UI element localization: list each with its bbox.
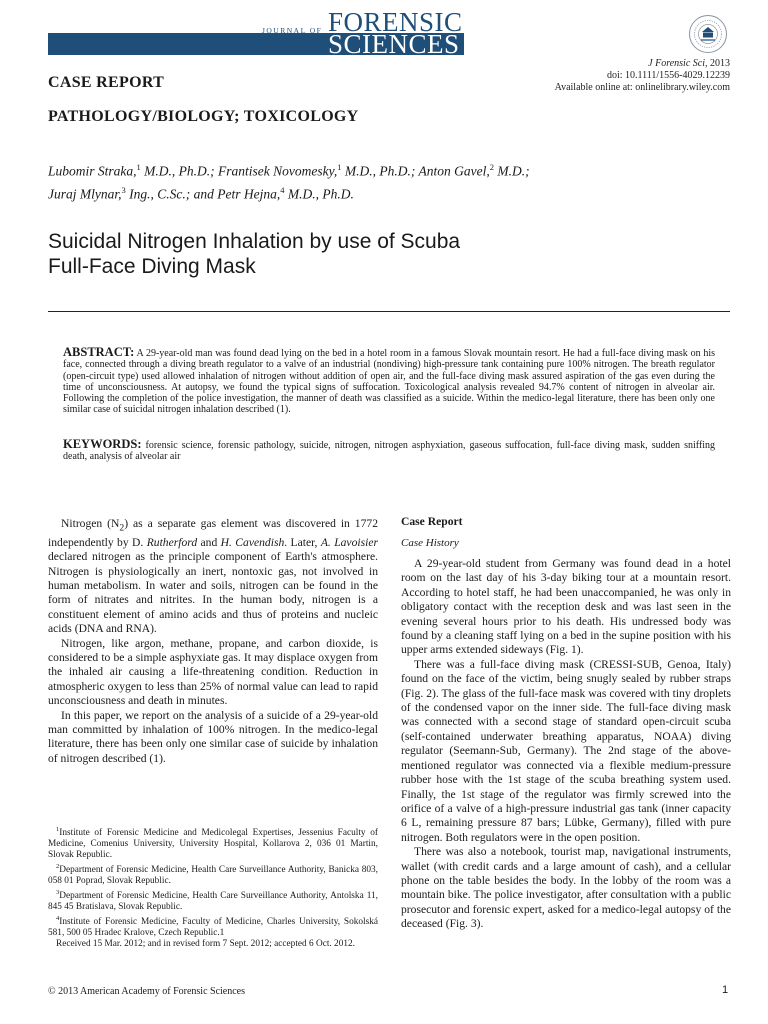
body-paragraph: In this paper, we report on the analysis of a suicide of a 29-year-old man committed by inhalation of 100% nitrogen. In the medico-legal literature, there has been only one similar case of suicide by inhalation of nitrogen described (1).: [48, 708, 378, 765]
journal-of-text: JOURNAL OF: [262, 26, 323, 35]
citation-doi: doi: 10.1111/1556-4029.12239: [606, 70, 730, 81]
affiliation: [48, 861, 378, 887]
body-text: Nitrogen (N: [61, 517, 120, 530]
received-dates: Received 15 Mar. 2012; and in revised form 7 Sept. 2012; accepted 6 Oct. 2012.: [56, 939, 355, 950]
author-list: [48, 158, 688, 203]
person-name: Rutherford: [146, 535, 198, 549]
body-paragraph: Nitrogen, like argon, methane, propane, and carbon dioxide, is considered to be a simple asphyxiate gas. It may displace oxygen from the inhaled air causing a life-threatening condition. Reduction in atmospheric oxygen to less than 25% of normal value can lead to rapid unconsciousness and death in minutes.: [48, 636, 378, 708]
abstract: [63, 347, 715, 416]
affiliation-text: Institute of Forensic Medicine and Medicolegal Expertises, Jessenius Faculty of Medicine, Comenius University, University Hospital, Kollarova 2, 036 01 Martin, Slovak Republic.: [48, 828, 378, 861]
affiliation: [48, 887, 378, 913]
journal-sciences-wordmark: SCIENCES: [328, 29, 460, 59]
affiliation-number: 4: [56, 915, 60, 923]
person-name: H. Cavendish: [220, 535, 285, 549]
citation-journal: J Forensic Sci: [648, 58, 705, 69]
citation-year: , 2013: [705, 58, 730, 69]
body-paragraph: [48, 517, 378, 637]
body-paragraph: There was also a notebook, tourist map, navigational instruments, wallet (with credit cards and a large amount of cash), and a cellular phone on the table besides the body. In the lobby of the room was a mountain bike. The police investigator, after consultation with a public prosecutor and forensic expert, asked for a medico-legal autopsy of the deceased (Fig. 3).: [401, 845, 731, 931]
case-report-heading: Case Report: [401, 515, 463, 528]
body-text: ) as a separate gas element was discovered in 1772 independently by D.: [48, 517, 378, 549]
body-text: declared nitrogen as the principle component of Earth's atmosphere. Nitrogen is physiologically an inert, nontoxic gas, not involved in human metabolism. In water and soils, nitrogen can be found in the form of nitrates and nitrites. In the human body, nitrogen is a constituent element of amino acids and thus of proteins and nucleic acids (DNA and RNA).: [48, 550, 378, 636]
body-left-column: [48, 517, 378, 766]
person-name: A. Lavoisier: [320, 535, 378, 549]
author-affiliation-ref: 3: [121, 184, 126, 195]
article-type-label: CASE REPORT: [48, 74, 165, 91]
author-name: Frantisek Novomesky,: [218, 163, 338, 179]
keywords: [63, 439, 715, 463]
page-number: 1: [722, 984, 729, 996]
article-title: [48, 229, 648, 279]
affiliation-number: 1: [56, 826, 60, 833]
article-category-label: PATHOLOGY/BIOLOGY; TOXICOLOGY: [48, 108, 359, 125]
title-divider: [48, 311, 730, 312]
copyright-notice: © 2013 American Academy of Forensic Sciences: [48, 986, 245, 997]
author-affiliation-ref: 1: [337, 162, 342, 172]
abstract-text: A 29-year-old man was found dead lying on the bed in a hotel room in a famous Slovak mountain resort. He had a full-face diving mask on his face, connected through a diving breath regulator to a valve of an industrial (nondiving) high-pressure tank containing pure 100% nitrogen. The breath regulator (open-circuit type) used allowed inhalation of nitrogen without addition of open air, and the full-face diving mask assured aspiration of the gas even during the time of unconsciousness. At autopsy, we found the typical signs of suffocation. Toxicological analysis revealed 94.7% content of nitrogen in alveolar air. Following the completion of the police investigation, the manner of death was classified as a suicide. Within the medico-legal literature, there has been only one similar case of suicidal nitrogen inhalation described (1).: [63, 348, 715, 416]
author-name: Lubomir Straka,: [48, 163, 137, 179]
affiliation-number: 3: [56, 889, 60, 897]
author-degree: M.D.;: [493, 163, 530, 179]
affiliation-number: 2: [56, 863, 60, 871]
body-right-column: [401, 557, 731, 932]
author-degree: Ing., C.Sc.; and: [125, 186, 218, 201]
affiliations-footnotes: [48, 824, 378, 950]
subscript: 2: [119, 522, 125, 534]
body-paragraph: A 29-year-old student from Germany was found dead in a hotel room on the last day of his 3-day biking tour at a mountain resort. According to hotel staff, he had been unaccompanied, he was only in obligatory contact with the reception desk and was last seen in the evening several hours prior to his death. His undressed body was found by a cleaning staff lying on a bed in the supine position with his upper arms extended sideways (Fig. 1).: [401, 557, 731, 657]
affiliation-text: Institute of Forensic Medicine, Faculty of Medicine, Charles University, Sokolská 581, 500 05 Hradec Kralove, Czech Republic.1: [48, 917, 378, 939]
citation-block: [555, 58, 730, 94]
affiliation-text: Department of Forensic Medicine, Health Care Surveillance Authority, Banicka 803, 058 01 Poprad, Slovak Republic.: [48, 865, 378, 887]
author-name: Petr Hejna,: [217, 186, 281, 201]
affiliation-text: Department of Forensic Medicine, Health Care Surveillance Authority, Antolska 11, 845 45 Bratislava, Slovak Republic.: [48, 891, 378, 913]
author-name: Anton Gavel,: [418, 163, 490, 179]
author-name: Juraj Mlynar,: [48, 186, 122, 201]
keywords-text: forensic science, forensic pathology, suicide, nitrogen, nitrogen asphyxiation, gaseous suffocation, full-face diving mask, sudden sniffing death, analysis of alveolar air: [63, 440, 715, 463]
body-paragraph: There was a full-face diving mask (CRESSI-SUB, Genoa, Italy) found on the face of the victim, being snugly sealed by rubber straps (Fig. 2). The glass of the full-face mask was covered with tiny droplets of the condensed vapor on the inner side. The full-face diving mask was connected with a second stage of standard open-circuit scuba (self-contained underwater breathing apparatus, NOAA) diving regulator (Seemann-Sub, Germany). The 2nd stage of the above-mentioned regulator was connected via a flexible medium-pressure rubber hose with the 1st stage of the scuba breathing system used. Finally, the 1st stage of the regulator was firmly screwed into the orifice of a valve of a high-pressure industrial gas tank (inner capacity 6 L, remaining pressure 87 bars; Lübke, Germany), filled with pure nitrogen. Both regulators were in the open position.: [401, 657, 731, 844]
author-affiliation-ref: 1: [136, 162, 141, 172]
article-title-line: Suicidal Nitrogen Inhalation by use of Scuba: [48, 230, 461, 253]
affiliation: [48, 824, 378, 861]
academy-seal-icon: [688, 14, 728, 54]
abstract-label: ABSTRACT:: [63, 345, 135, 359]
author-degree: M.D., Ph.D.: [284, 186, 354, 201]
citation-available: Available online at: onlinelibrary.wiley.com: [554, 82, 730, 93]
keywords-label: KEYWORDS:: [63, 437, 142, 451]
body-text: and: [197, 535, 221, 549]
citation-journal-line: [555, 58, 730, 70]
author-degree: M.D., Ph.D.;: [341, 163, 419, 179]
author-affiliation-ref: 4: [280, 184, 285, 195]
body-text: . Later,: [284, 535, 321, 549]
article-title-line: Full-Face Diving Mask: [48, 255, 256, 278]
case-history-heading: Case History: [401, 537, 459, 549]
author-degree: M.D., Ph.D.;: [140, 163, 219, 179]
affiliation: [48, 913, 378, 939]
journal-forensic-wordmark: FORENSIC: [328, 7, 463, 37]
author-affiliation-ref: 2: [489, 162, 494, 172]
